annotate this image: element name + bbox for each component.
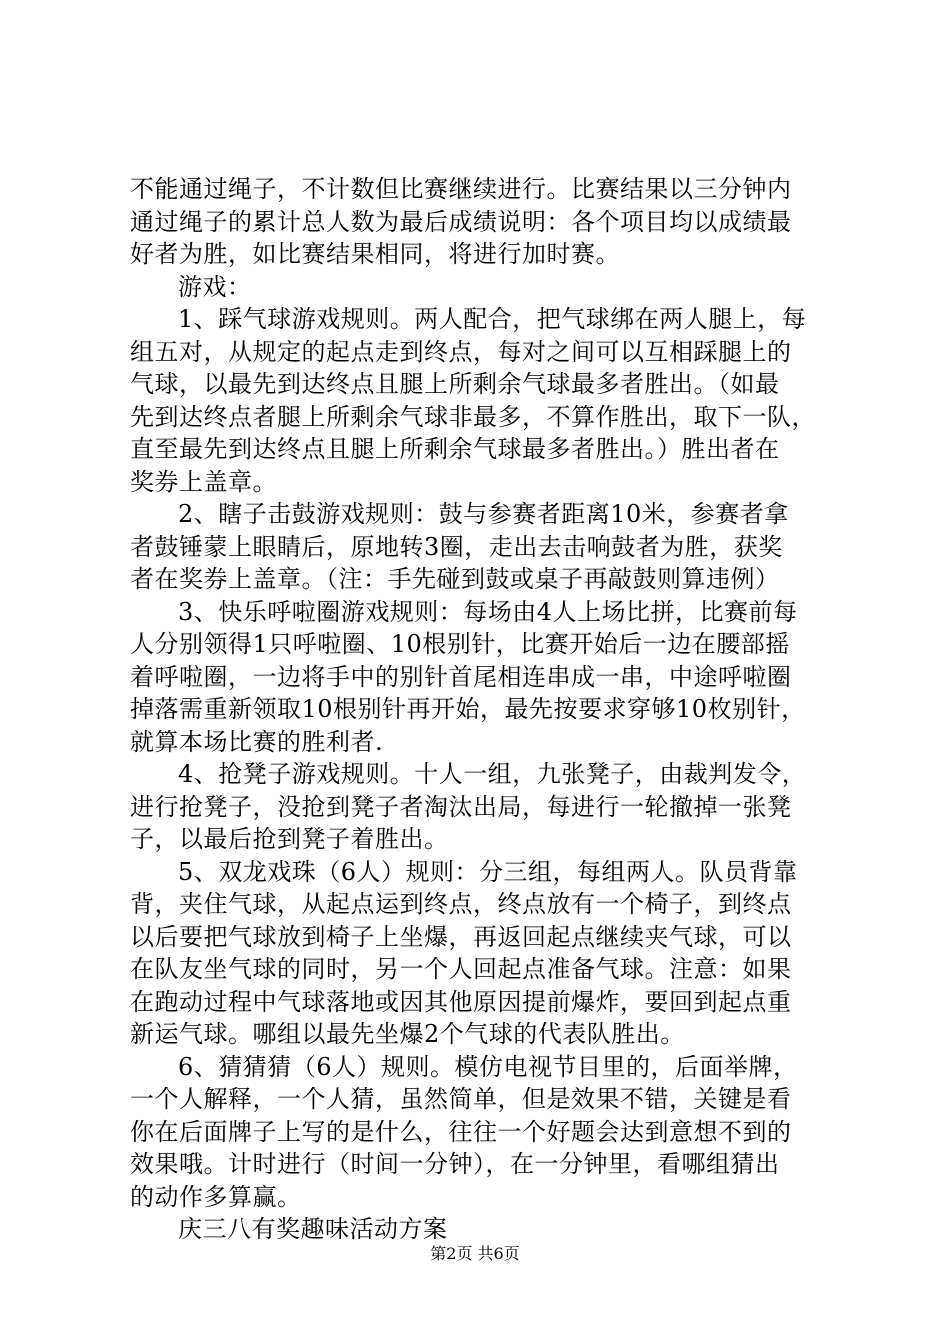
text-line: 奖券上盖章。 xyxy=(130,467,277,496)
text-line: 2、瞎子击鼓游戏规则：鼓与参赛者距离10米，参赛者拿 xyxy=(178,500,789,528)
text-line: 先到达终点者腿上所剩余气球非最多，不算作胜出，取下一队， xyxy=(130,402,816,431)
text-line: 进行抢凳子，没抢到凳子者淘汰出局，每进行一轮撤掉一张凳 xyxy=(130,792,792,821)
text-line: 直至最先到达终点且腿上所剩余气球最多者胜出。）胜出者在 xyxy=(130,435,780,463)
text-line: 子，以最后抢到凳子着胜出。 xyxy=(130,825,449,853)
text-line: 6、猜猜猜（6人）规则。模仿电视节目里的，后面举牌， xyxy=(178,1052,798,1081)
text-line: 以后要把气球放到椅子上坐爆，再返回起点继续夹气球，可以 xyxy=(130,922,792,951)
text-line: 在队友坐气球的同时，另一个人回起点准备气球。注意：如果 xyxy=(130,955,792,983)
text-line: 不能通过绳子，不计数但比赛继续进行。比赛结果以三分钟内 xyxy=(130,175,792,203)
text-line: 游戏： xyxy=(178,272,252,301)
text-line: 气球，以最先到达终点且腿上所剩余气球最多者胜出。（如最 xyxy=(130,370,780,398)
text-line: 好者为胜，如比赛结果相同，将进行加时赛。 xyxy=(130,240,620,268)
text-line: 1、踩气球游戏规则。两人配合，把气球绑在两人腿上，每 xyxy=(178,305,807,333)
text-line: 庆三八有奖趣味活动方案 xyxy=(178,1215,448,1243)
text-line: 3、快乐呼啦圈游戏规则：每场由4人上场比拼，比赛前每 xyxy=(178,597,798,626)
text-line: 的动作多算赢。 xyxy=(130,1182,302,1211)
text-line: 者鼓锤蒙上眼睛后，原地转3圈，走出去击响鼓者为胜，获奖 xyxy=(130,532,783,561)
text-line: 组五对，从规定的起点走到终点，每对之间可以互相踩腿上的 xyxy=(130,337,792,366)
text-line: 新运气球。哪组以最先坐爆2个气球的代表队胜出。 xyxy=(130,1020,685,1048)
text-line: 通过绳子的累计总人数为最后成绩说明：各个项目均以成绩最 xyxy=(130,207,792,236)
text-line: 就算本场比赛的胜利者. xyxy=(130,727,384,756)
text-line: 5、双龙戏珠（6人）规则：分三组，每组两人。队员背靠 xyxy=(178,857,798,886)
text-line: 背，夹住气球，从起点运到终点，终点放有一个椅子，到终点 xyxy=(130,890,792,918)
page-footer: 第2页 共6页 xyxy=(430,1244,520,1263)
text-line: 4、抢凳子游戏规则。十人一组，九张凳子，由裁判发令， xyxy=(178,760,807,788)
text-line: 效果哦。计时进行（时间一分钟），在一分钟里，看哪组猜出 xyxy=(130,1150,780,1178)
text-line: 一个人解释，一个人猜，虽然简单，但是效果不错，关键是看 xyxy=(130,1085,792,1113)
text-line: 你在后面牌子上写的是什么，往往一个好题会达到意想不到的 xyxy=(130,1117,792,1146)
text-line: 人分别领得1只呼啦圈、10根别针，比赛开始后一边在腰部摇 xyxy=(130,630,790,658)
text-line: 者在奖券上盖章。（注：手先碰到鼓或桌子再敲鼓则算违例） xyxy=(130,565,780,593)
text-line: 掉落需重新领取10根别针再开始，最先按要求穿够10枚别针， xyxy=(130,695,806,723)
document-body xyxy=(130,173,830,1246)
text-line: 着呼啦圈，一边将手中的别针首尾相连串成一串，中途呼啦圈 xyxy=(130,662,792,691)
text-line: 在跑动过程中气球落地或因其他原因提前爆炸，要回到起点重 xyxy=(130,987,792,1016)
